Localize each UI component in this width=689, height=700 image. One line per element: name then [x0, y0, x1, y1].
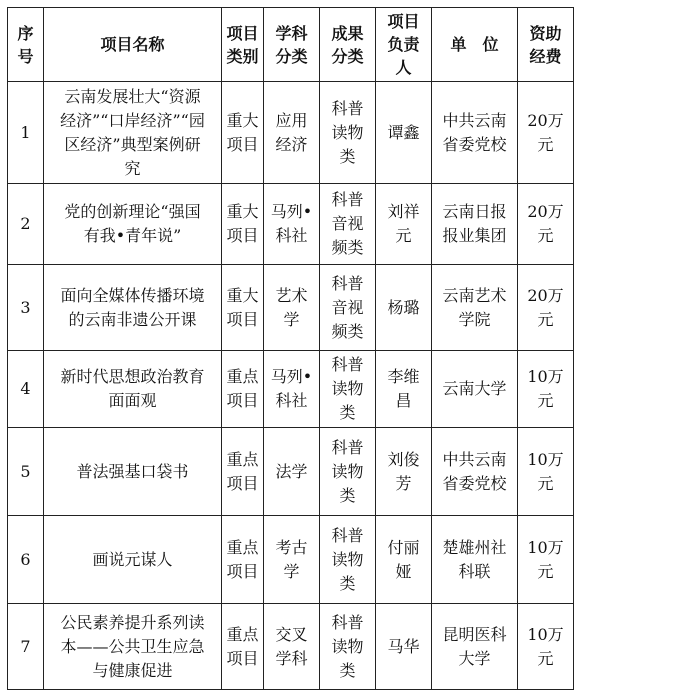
- cell-leader: 杨璐: [376, 265, 432, 351]
- cell-project-name: 公民素养提升系列读本——公共卫生应急与健康促进: [44, 604, 222, 690]
- cell-subject: 法学: [264, 428, 320, 516]
- cell-subject: 应用经济: [264, 82, 320, 184]
- table-row: [8, 184, 574, 265]
- cell-funding: 10万元: [518, 604, 574, 690]
- cell-result: 科普读物类: [320, 82, 376, 184]
- header-subject: 学科分类: [264, 8, 320, 82]
- cell-category: 重大项目: [222, 265, 264, 351]
- table-row: [8, 82, 574, 184]
- header-seq: 序号: [8, 8, 44, 82]
- cell-project-name: 云南发展壮大“资源经济”“口岸经济”“园区经济”典型案例研究: [44, 82, 222, 184]
- cell-funding: 10万元: [518, 351, 574, 428]
- header-project-name: 项目名称: [44, 8, 222, 82]
- cell-leader: 谭鑫: [376, 82, 432, 184]
- funding-table-container: [7, 7, 574, 690]
- cell-category: 重点项目: [222, 351, 264, 428]
- cell-result: 科普读物类: [320, 428, 376, 516]
- cell-seq: 1: [8, 82, 44, 184]
- cell-project-name: 面向全媒体传播环境的云南非遗公开课: [44, 265, 222, 351]
- cell-unit: 云南大学: [432, 351, 518, 428]
- cell-subject: 考古学: [264, 516, 320, 604]
- cell-unit: 中共云南省委党校: [432, 82, 518, 184]
- header-project-leader: 项目负责人: [376, 8, 432, 82]
- cell-seq: 2: [8, 184, 44, 265]
- cell-project-name: 党的创新理论“强国有我•青年说”: [44, 184, 222, 265]
- cell-project-name: 画说元谋人: [44, 516, 222, 604]
- cell-category: 重点项目: [222, 604, 264, 690]
- cell-category: 重大项目: [222, 184, 264, 265]
- table-header-row: [8, 8, 574, 82]
- cell-leader: 付丽娅: [376, 516, 432, 604]
- cell-funding: 10万元: [518, 516, 574, 604]
- cell-leader: 李维昌: [376, 351, 432, 428]
- cell-unit: 中共云南省委党校: [432, 428, 518, 516]
- cell-seq: 6: [8, 516, 44, 604]
- table-row: [8, 604, 574, 690]
- cell-seq: 3: [8, 265, 44, 351]
- cell-seq: 5: [8, 428, 44, 516]
- cell-leader: 刘俊芳: [376, 428, 432, 516]
- cell-category: 重点项目: [222, 428, 264, 516]
- cell-funding: 10万元: [518, 428, 574, 516]
- cell-funding: 20万元: [518, 265, 574, 351]
- cell-leader: 马华: [376, 604, 432, 690]
- header-unit: 单 位: [432, 8, 518, 82]
- cell-subject: 马列•科社: [264, 351, 320, 428]
- cell-project-name: 新时代思想政治教育面面观: [44, 351, 222, 428]
- cell-leader: 刘祥元: [376, 184, 432, 265]
- table-row: [8, 428, 574, 516]
- cell-result: 科普读物类: [320, 351, 376, 428]
- header-project-category: 项目类别: [222, 8, 264, 82]
- cell-result: 科普音视频类: [320, 184, 376, 265]
- table-row: [8, 265, 574, 351]
- cell-unit: 昆明医科大学: [432, 604, 518, 690]
- cell-result: 科普音视频类: [320, 265, 376, 351]
- table-row: [8, 516, 574, 604]
- cell-funding: 20万元: [518, 184, 574, 265]
- cell-project-name: 普法强基口袋书: [44, 428, 222, 516]
- cell-result: 科普读物类: [320, 516, 376, 604]
- cell-unit: 云南艺术学院: [432, 265, 518, 351]
- cell-subject: 交叉学科: [264, 604, 320, 690]
- cell-unit: 云南日报报业集团: [432, 184, 518, 265]
- cell-subject: 艺术学: [264, 265, 320, 351]
- header-funding: 资助经费: [518, 8, 574, 82]
- cell-seq: 4: [8, 351, 44, 428]
- header-result-type: 成果分类: [320, 8, 376, 82]
- table-row: [8, 351, 574, 428]
- cell-subject: 马列•科社: [264, 184, 320, 265]
- cell-category: 重大项目: [222, 82, 264, 184]
- cell-result: 科普读物类: [320, 604, 376, 690]
- cell-funding: 20万元: [518, 82, 574, 184]
- project-funding-table: [7, 7, 574, 690]
- cell-category: 重点项目: [222, 516, 264, 604]
- cell-unit: 楚雄州社科联: [432, 516, 518, 604]
- cell-seq: 7: [8, 604, 44, 690]
